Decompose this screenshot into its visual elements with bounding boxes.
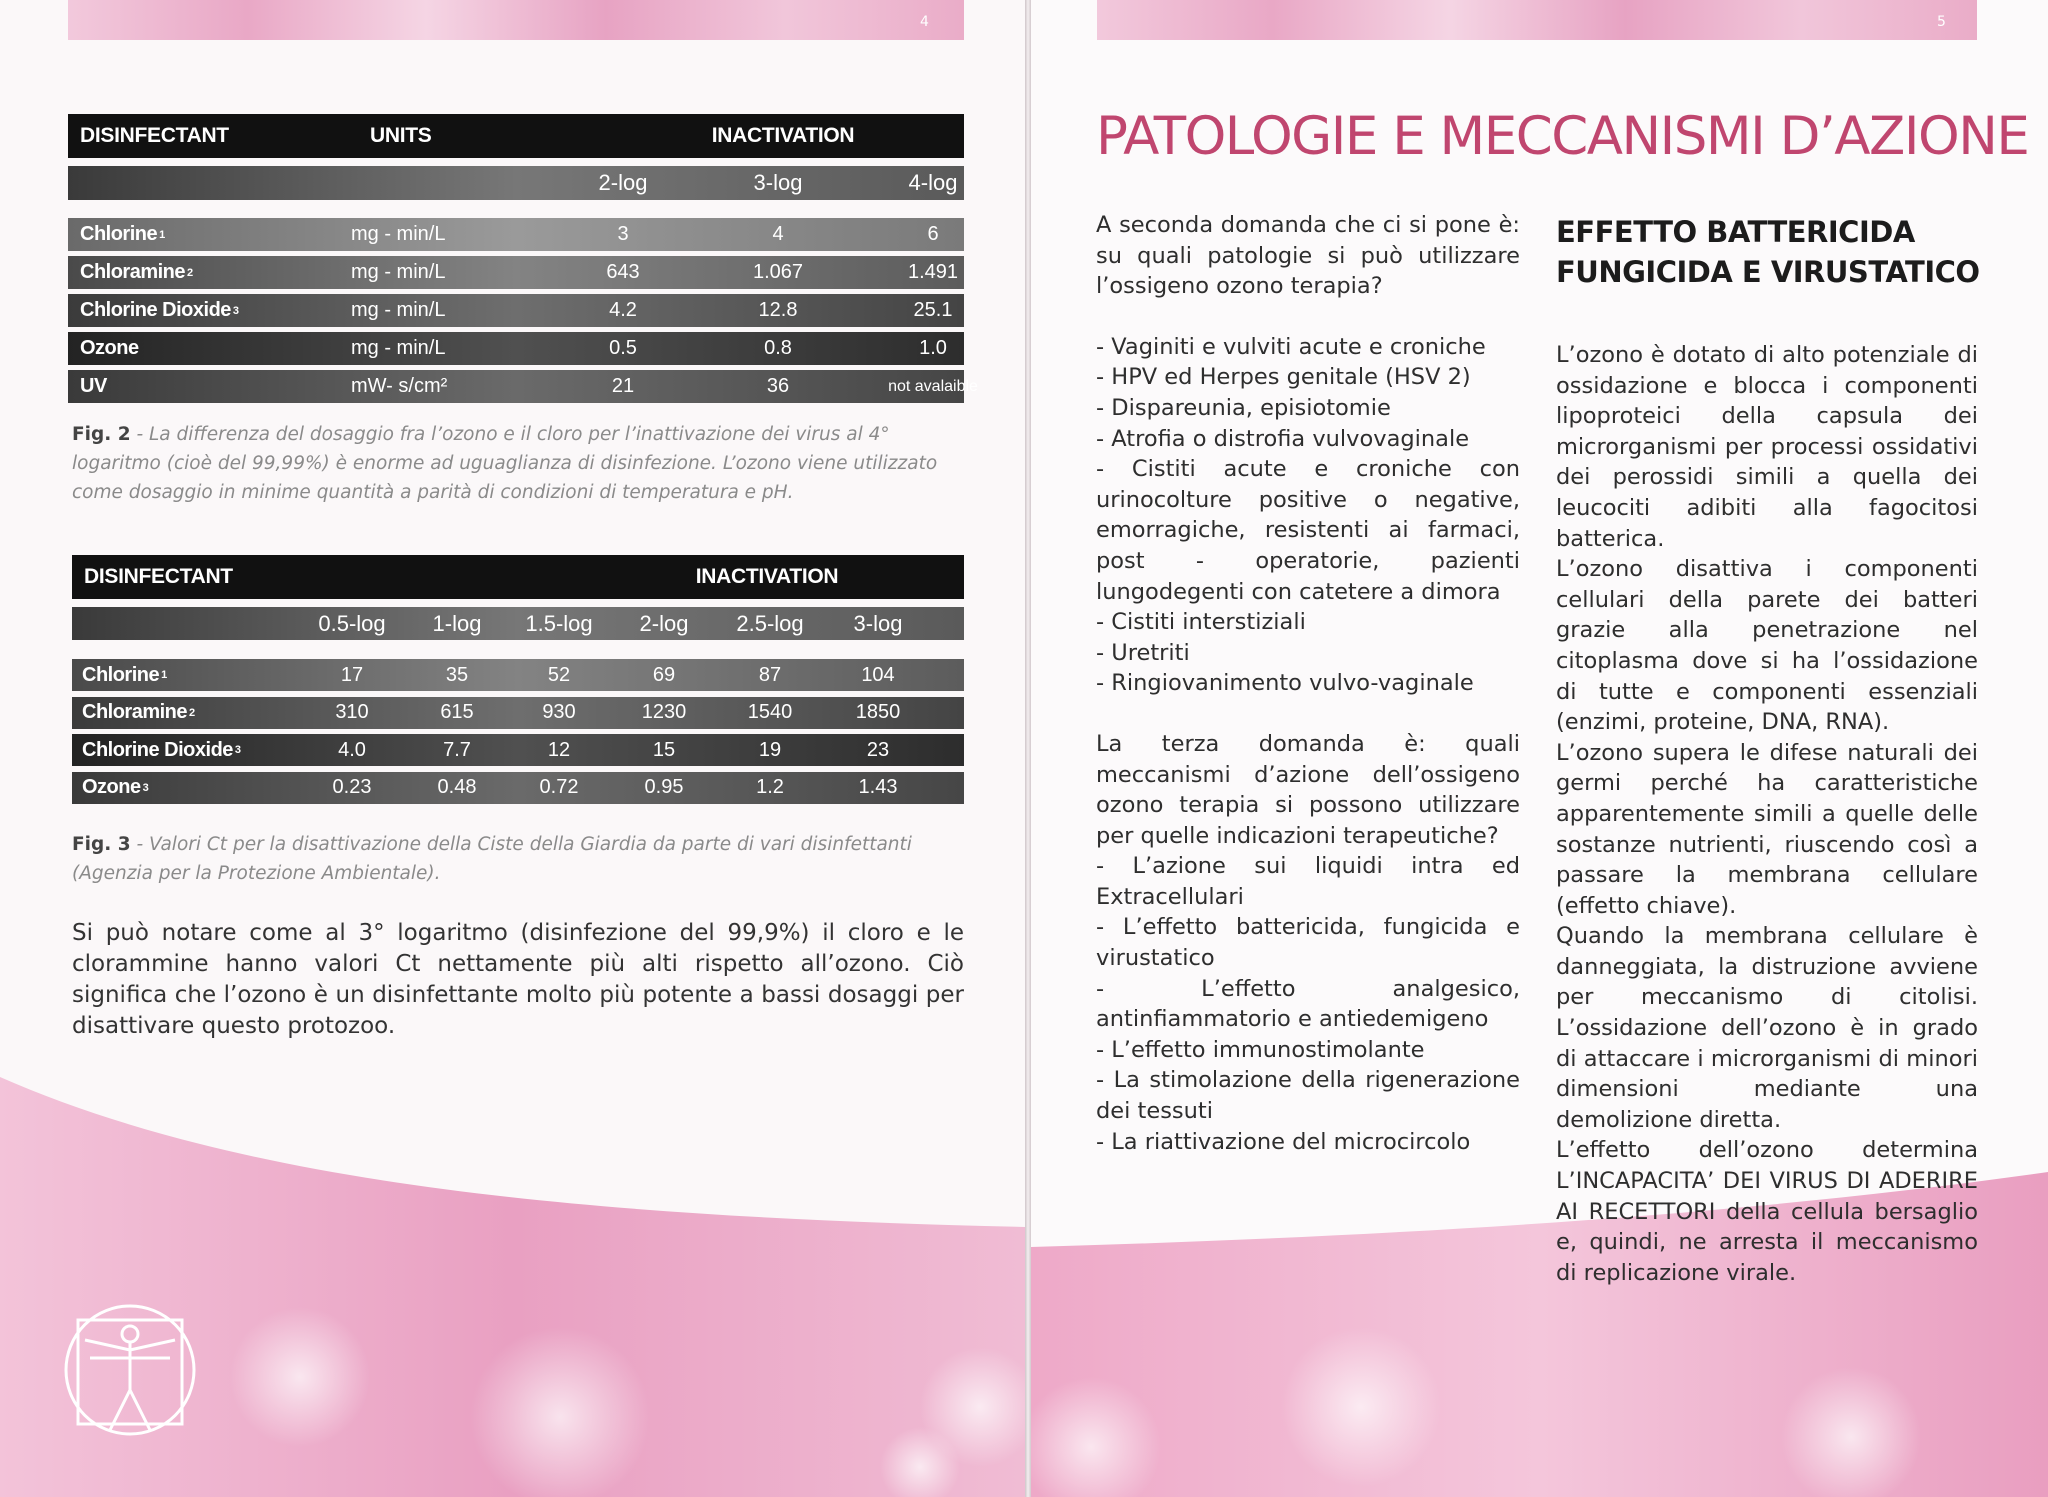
row-value: 310 bbox=[335, 701, 369, 723]
mechanisms-list bbox=[1096, 851, 1520, 1157]
row-value: 69 bbox=[652, 663, 676, 686]
heading-line-1: EFFETTO BATTERICIDA bbox=[1556, 215, 1915, 249]
page-title: PATOLOGIE E MECCANISMI D’AZIONE bbox=[1096, 106, 2029, 167]
table-row bbox=[72, 734, 964, 766]
row-footnote: 3 bbox=[142, 781, 149, 794]
subheader-cell: 2.5-log bbox=[736, 610, 804, 636]
row-value: 643 bbox=[606, 261, 640, 283]
list-item: - HPV ed Herpes genitale (HSV 2) bbox=[1096, 364, 1471, 391]
paragraph: L’ozono disattiva i componenti cellulari della parete dei batteri grazie alla penetrazione nel citoplasma dove si ha l’ossidazione di tutte e componenti essenziali (enzimi, proteine, DNA, RNA). bbox=[1556, 556, 1978, 736]
list-item: - Cistiti interstiziali bbox=[1096, 609, 1306, 636]
row-value: 0.23 bbox=[332, 776, 372, 798]
header-inactivation: INACTIVATION bbox=[695, 565, 839, 588]
row-name: Chloramine 2 bbox=[80, 261, 193, 283]
intro-paragraph: A seconda domanda che ci si pone è: su quali patologie si può utilizzare l’ossigeno ozono terapia? bbox=[1096, 212, 1520, 300]
row-units: mg - min/L bbox=[351, 261, 446, 283]
row-value: 87 bbox=[758, 663, 782, 686]
list-item: - L’effetto analgesico, antinfiammatorio e antiedemigeno bbox=[1096, 975, 1520, 1033]
paragraph: L’ozono supera le difese naturali dei germi perché ha caratteristiche apparentemente simili a quelle delle sostanze nutrienti, riuscendo così a passare la membrana cellulare (effetto chiave). bbox=[1556, 739, 1978, 919]
paragraph: L’ozono è dotato di alto potenziale di ossidazione e blocca i componenti lipoproteici della capsula dei microrganismi per processi ossidativi dei perossidi simili a quella dei leucociti adibiti alla fagocitosi batterica. bbox=[1556, 342, 1978, 552]
list-item: - L’effetto battericida, fungicida e virustatico bbox=[1096, 914, 1520, 972]
figure-caption-3 bbox=[72, 830, 964, 888]
row-value: 4.2 bbox=[609, 299, 637, 321]
row-value: 1.067 bbox=[752, 261, 804, 283]
list-item: - L’azione sui liquidi intra ed Extracellulari bbox=[1096, 853, 1520, 910]
pathologies-list bbox=[1096, 332, 1520, 699]
figure-caption-2 bbox=[72, 420, 964, 507]
disinfectant-table-1 bbox=[68, 114, 978, 404]
row-value: 0.72 bbox=[539, 776, 579, 798]
row-value: 4.0 bbox=[338, 738, 366, 761]
table-row bbox=[68, 294, 964, 327]
row-footnote: 3 bbox=[234, 744, 241, 756]
subheader-cell: 0.5-log bbox=[318, 610, 386, 636]
disinfectant-table-2 bbox=[72, 555, 964, 805]
subheader-cell: 3-log bbox=[853, 610, 903, 636]
table-row bbox=[68, 332, 964, 365]
table-row bbox=[72, 772, 964, 804]
row-value: 6 bbox=[927, 223, 939, 245]
row-value: 21 bbox=[611, 375, 635, 397]
row-value: 1.43 bbox=[858, 776, 898, 798]
table-header bbox=[72, 555, 964, 599]
row-units: mg - min/L bbox=[351, 337, 446, 359]
row-name: Chlorine Dioxide 3 bbox=[80, 299, 239, 321]
row-footnote: 1 bbox=[161, 669, 167, 681]
section-heading bbox=[1556, 212, 1980, 292]
row-value: 3 bbox=[617, 223, 629, 245]
list-item: - Atrofia o distrofia vulvovaginale bbox=[1096, 425, 1470, 452]
row-value: 12 bbox=[547, 738, 571, 761]
header-disinfectant: DISINFECTANT bbox=[80, 124, 229, 147]
table-subheader bbox=[68, 166, 964, 200]
row-units: mg - min/L bbox=[351, 223, 446, 245]
row-name: Ozone bbox=[80, 337, 139, 359]
row-name: Chlorine 1 bbox=[82, 663, 167, 686]
row-value: 1540 bbox=[747, 701, 793, 723]
caption-label: Fig. 2 bbox=[72, 424, 131, 445]
row-units: mg - min/L bbox=[351, 299, 446, 321]
row-value: not avalaible bbox=[888, 377, 978, 395]
row-value: 0.5 bbox=[609, 337, 637, 359]
paragraph: L’effetto dell’ozono determina L’INCAPACITA’ DEI VIRUS DI ADERIRE AI RECETTORI della cellula bersaglio e, quindi, ne arresta il meccanismo di replicazione virale. bbox=[1556, 1137, 1978, 1286]
row-value: 7.7 bbox=[443, 738, 471, 761]
paragraph: Quando la membrana cellulare è danneggiata, la distruzione avviene per meccanismo di citolisi. L’ossidazione dell’ozono è in grado di attaccare i microrganismi di minori dimensioni mediante una demolizione diretta. bbox=[1556, 923, 1978, 1133]
subheader-cell: 2-log bbox=[639, 610, 689, 636]
row-value: 1850 bbox=[855, 701, 901, 723]
caption-text: - La differenza del dosaggio fra l’ozono e il cloro per l’inattivazione dei virus al 4° logaritmo (cioè del 99,99%) è enorme ad uguaglianza di disinfezione. L’ozono viene utilizzato come dosaggio in minime quantità a parità di condizioni di temperatura e pH. bbox=[72, 424, 938, 503]
heading-line-2: FUNGICIDA E VIRUSTATICO bbox=[1556, 255, 1980, 289]
top-decor-strip bbox=[68, 0, 964, 40]
row-value: 930 bbox=[542, 701, 576, 723]
page-number: 5 bbox=[1937, 14, 1946, 30]
text-column-left bbox=[1096, 210, 1520, 1157]
subheader-cell: 4-log bbox=[908, 170, 958, 195]
table-row bbox=[68, 218, 964, 251]
page-number: 4 bbox=[920, 14, 929, 30]
header-units: UNITS bbox=[370, 124, 432, 147]
table-row bbox=[68, 370, 978, 403]
list-item: - L’effetto immunostimolante bbox=[1096, 1036, 1425, 1063]
subheader-cell: 3-log bbox=[753, 170, 803, 195]
row-value: 15 bbox=[652, 738, 676, 761]
row-footnote: 2 bbox=[189, 706, 195, 719]
row-value: 25.1 bbox=[913, 299, 953, 321]
caption-label: Fig. 3 bbox=[72, 834, 131, 855]
row-name: Chlorine Dioxide 3 bbox=[82, 738, 241, 761]
list-item: - Uretriti bbox=[1096, 639, 1190, 666]
row-value: 0.48 bbox=[437, 776, 477, 798]
row-footnote: 2 bbox=[187, 266, 193, 279]
row-value: 1.2 bbox=[756, 776, 784, 798]
row-value: 1.0 bbox=[919, 337, 947, 359]
subheader-cell: 1-log bbox=[432, 610, 482, 636]
row-value: 36 bbox=[766, 375, 790, 397]
list-item: - Dispareunia, episiotomie bbox=[1096, 394, 1391, 421]
list-item: - La stimolazione della rigenerazione dei tessuti bbox=[1096, 1067, 1520, 1125]
row-value: 104 bbox=[861, 663, 895, 686]
row-name: Chlorine 1 bbox=[80, 223, 165, 245]
table-row bbox=[72, 659, 964, 691]
text-column-right bbox=[1556, 340, 1978, 1288]
table-row bbox=[72, 697, 964, 729]
list-item: - Cistiti acute e croniche con urinocolture positive o negative, emorragiche, resistenti ai farmaci, post - operatorie, pazienti lungodegenti con catetere a dimora bbox=[1096, 456, 1520, 605]
row-name: Ozone 3 bbox=[82, 776, 149, 798]
list-item: - Ringiovanimento vulvo-vaginale bbox=[1096, 670, 1474, 697]
list-item: - La riattivazione del microcircolo bbox=[1096, 1128, 1471, 1155]
body-paragraph: Si può notare come al 3° logaritmo (disinfezione del 99,9%) il cloro e le clorammine hanno valori Ct nettamente più alti rispetto all’ozono. Ciò significa che l’ozono è un disinfettante molto più potente a bassi dosaggi per disattivare questo protozoo. bbox=[72, 920, 964, 1039]
row-value: 17 bbox=[340, 663, 364, 686]
row-value: 19 bbox=[758, 738, 782, 761]
header-inactivation: INACTIVATION bbox=[711, 124, 855, 147]
vitruvian-man-logo bbox=[60, 1300, 200, 1440]
row-value: 23 bbox=[866, 738, 890, 761]
row-value: 1230 bbox=[641, 701, 687, 723]
row-value: 615 bbox=[440, 701, 474, 723]
header-disinfectant: DISINFECTANT bbox=[84, 565, 233, 588]
row-value: 1.491 bbox=[907, 261, 959, 283]
row-value: 12.8 bbox=[758, 299, 798, 321]
subheader-cell: 2-log bbox=[598, 170, 648, 195]
intro-paragraph-2: La terza domanda è: quali meccanismi d’azione dell’ossigeno ozono terapia si possono utilizzare per quelle indicazioni terapeutiche? bbox=[1096, 730, 1520, 849]
row-value: 52 bbox=[547, 663, 571, 686]
row-name: UV bbox=[80, 375, 107, 397]
caption-text: - Valori Ct per la disattivazione della Ciste della Giardia da parte di vari disinfettanti (Agenzia per la Protezione Ambientale). bbox=[72, 834, 912, 884]
row-value: 4 bbox=[772, 223, 784, 245]
subheader-cell: 1.5-log bbox=[525, 610, 593, 636]
table-header bbox=[68, 114, 964, 158]
row-footnote: 3 bbox=[232, 304, 239, 317]
list-item: - Vaginiti e vulviti acute e croniche bbox=[1096, 333, 1486, 360]
table-row bbox=[68, 256, 964, 289]
row-value: 0.95 bbox=[644, 776, 684, 798]
row-value: 35 bbox=[445, 663, 469, 686]
row-units: mW- s/cm² bbox=[351, 375, 448, 397]
table-subheader bbox=[72, 607, 964, 640]
row-footnote: 1 bbox=[159, 228, 165, 241]
row-value: 0.8 bbox=[764, 337, 792, 359]
row-name: Chloramine 2 bbox=[82, 701, 195, 723]
top-decor-strip bbox=[1097, 0, 1977, 40]
